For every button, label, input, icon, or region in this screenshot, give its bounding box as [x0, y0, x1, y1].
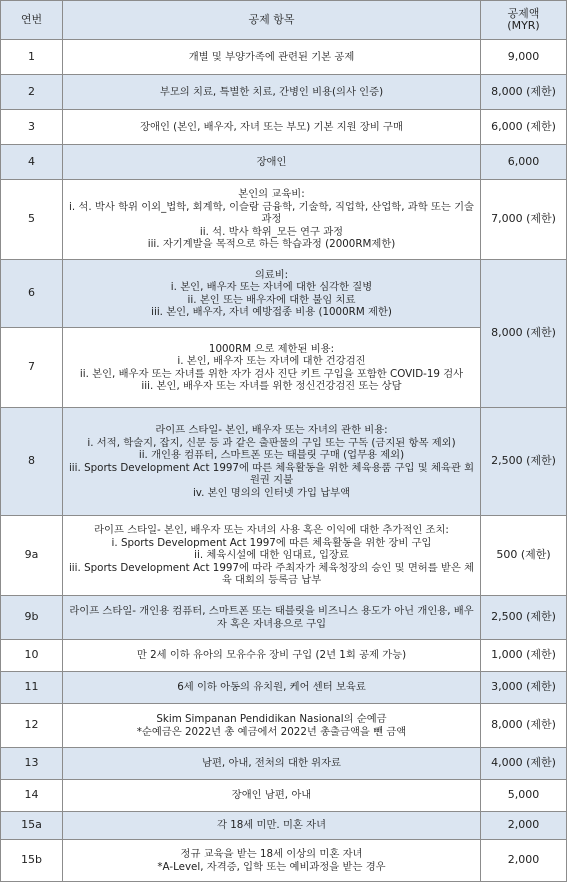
item-line: 개별 및 부양가족에 관련된 기본 공제: [188, 50, 355, 63]
row-number: 14: [1, 780, 63, 812]
header-row: [1, 1, 567, 40]
item-line: 라이프 스타일- 개인용 컴퓨터, 스마트폰 또는 태블릿을 비즈니스 용도가 아닌 개인용, 배우자 혹은 자녀용으로 구입: [69, 605, 474, 630]
item-line: ii. 본인, 배우자 또는 자녀를 위한 자가 검사 진단 키트 구입을 포함한 COVID-19 검사: [79, 367, 464, 380]
row-item: [63, 40, 481, 75]
row-amount: 8,000 (제한): [481, 75, 567, 110]
row-amount: 500 (제한): [481, 516, 567, 596]
row-number: 10: [1, 640, 63, 672]
item-line: 장애인 남편, 아내: [231, 789, 312, 802]
row-item: [63, 516, 481, 596]
item-line: 부모의 치료, 특별한 치료, 간병인 비용(의사 인증): [159, 85, 384, 98]
item-line: 라이프 스타일- 본인, 배우자 또는 자녀의 관한 비용:: [155, 424, 388, 436]
row-item: [63, 672, 481, 704]
item-line: 각 18세 미만. 미혼 자녀: [216, 819, 327, 832]
table-row: [1, 596, 567, 640]
item-line: i. 석. 박사 학위 이외_법학, 회계학, 이슬람 금융학, 기술학, 직업학, 산업학, 과학 또는 기술 과정: [69, 200, 474, 226]
item-line: iii. 자기계발을 목적으로 하는 학습과정 (2000RM제한): [147, 238, 396, 251]
row-amount: 2,500 (제한): [481, 408, 567, 516]
header-amount-line2: (MYR): [507, 19, 540, 32]
item-line: 장애인: [256, 155, 287, 168]
table-row: [1, 672, 567, 704]
item-line: 의료비:: [254, 268, 289, 281]
row-item: [63, 328, 481, 408]
row-item: [63, 110, 481, 145]
table-row: [1, 640, 567, 672]
table-row: [1, 780, 567, 812]
header-item: 공제 항목: [63, 1, 481, 40]
header-no: 연번: [1, 1, 63, 40]
item-line: 만 2세 이하 유아의 모유수유 장비 구입 (2년 1회 공제 가능): [136, 649, 407, 662]
item-line: 장애인 (본인, 배우자, 자녀 또는 부모) 기본 지원 장비 구매: [140, 120, 403, 133]
row-number: 13: [1, 748, 63, 780]
item-line: ii. 체육시설에 대한 임대료, 입장료: [194, 549, 349, 562]
row-item: [63, 780, 481, 812]
row-item: [63, 180, 481, 260]
row-amount: 2,500 (제한): [481, 596, 567, 640]
table-row: [1, 180, 567, 260]
item-line: 6세 이하 아동의 유치원, 케어 센터 보육료: [177, 681, 366, 694]
header-amount: [481, 1, 567, 40]
row-item: [63, 145, 481, 180]
item-line: ii. 석. 박사 학위_모든 연구 과정: [199, 225, 344, 238]
row-number: 7: [1, 328, 63, 408]
row-item: [63, 840, 481, 882]
row-number: 15b: [1, 840, 63, 882]
item-line: iii. 본인, 배우자 또는 자녀를 위한 정신건강검진 또는 상담: [141, 380, 402, 392]
row-amount: 9,000: [481, 40, 567, 75]
item-line: 1000RM 으로 제한된 비용:: [208, 342, 335, 355]
row-amount: 8,000 (제한): [481, 704, 567, 748]
row-number: 4: [1, 145, 63, 180]
table-row: [1, 260, 567, 328]
row-item: [63, 812, 481, 840]
row-amount: 2,000: [481, 840, 567, 882]
row-item: [63, 640, 481, 672]
row-number: 15a: [1, 812, 63, 840]
item-line: *A-Level, 자격증, 입학 또는 예비과정을 받는 경우: [157, 860, 386, 873]
table-row: [1, 40, 567, 75]
table-row: [1, 812, 567, 840]
item-line: iii. Sports Development Act 1997에 따라 주최자가 체육청장의 승인 및 면허를 받은 체육 대회의 등록금 납부: [68, 561, 475, 587]
row-amount: 5,000: [481, 780, 567, 812]
row-number: 8: [1, 408, 63, 516]
table-row: [1, 145, 567, 180]
row-amount: 2,000: [481, 812, 567, 840]
table-row: [1, 516, 567, 596]
row-number: 9b: [1, 596, 63, 640]
item-line: iii. Sports Development Act 1997에 따른 체육활동을 위한 체육용품 구입 및 체육관 회원권 지불: [68, 461, 475, 486]
item-line: ii. 본인 또는 배우자에 대한 불임 치료: [187, 293, 356, 306]
row-amount: 1,000 (제한): [481, 640, 567, 672]
item-line: 본인의 교육비:: [238, 188, 305, 201]
row-item: [63, 748, 481, 780]
row-number: 12: [1, 704, 63, 748]
table-row: [1, 840, 567, 882]
item-line: ii. 개인용 컴퓨터, 스마트폰 또는 태블릿 구매 (업무용 제외): [138, 449, 405, 461]
table-row: [1, 110, 567, 145]
item-line: *순예금은 2022년 총 예금에서 2022년 총출금액을 뺀 금액: [136, 725, 407, 738]
row-item: [63, 408, 481, 516]
row-amount: 6,000: [481, 145, 567, 180]
table-row: [1, 748, 567, 780]
row-item: [63, 260, 481, 328]
row-amount-merged: 8,000 (제한): [481, 260, 567, 408]
item-line: 남편, 아내, 전처의 대한 위자료: [202, 757, 341, 770]
item-line: i. Sports Development Act 1997에 따른 체육활동을 위한 장비 구입: [111, 536, 432, 549]
item-line: 정규 교육을 받는 18세 이상의 미혼 자녀: [180, 848, 363, 860]
row-amount: 4,000 (제한): [481, 748, 567, 780]
row-item: [63, 596, 481, 640]
table-row: [1, 704, 567, 748]
row-item: [63, 704, 481, 748]
item-line: 라이프 스타일- 본인, 배우자 또는 자녀의 사용 혹은 이익에 대한 추가적인 조치:: [94, 524, 449, 537]
header-amount-line1: 공제액: [507, 6, 540, 20]
item-line: i. 서적, 학술지, 잡지, 신문 등 과 같은 출판물의 구입 또는 구독 (금지된 항목 제외): [87, 436, 456, 449]
item-line: i. 본인, 배우자 또는 자녀에 대한 건강검진: [177, 355, 366, 367]
row-number: 1: [1, 40, 63, 75]
row-amount: 3,000 (제한): [481, 672, 567, 704]
row-number: 11: [1, 672, 63, 704]
row-number: 5: [1, 180, 63, 260]
item-line: iv. 본인 명의의 인터넷 가입 납부액: [192, 486, 351, 499]
item-line: Skim Simpanan Pendidikan Nasional의 순예금: [156, 713, 387, 725]
row-item: [63, 75, 481, 110]
row-number: 2: [1, 75, 63, 110]
table-row: [1, 408, 567, 516]
item-line: i. 본인, 배우자 또는 자녀에 대한 심각한 질병: [170, 281, 373, 293]
row-number: 3: [1, 110, 63, 145]
row-number: 9a: [1, 516, 63, 596]
item-line: iii. 본인, 배우자, 자녀 예방접종 비용 (1000RM 제한): [151, 306, 392, 318]
row-amount: 6,000 (제한): [481, 110, 567, 145]
row-number: 6: [1, 260, 63, 328]
table-row: [1, 75, 567, 110]
row-amount: 7,000 (제한): [481, 180, 567, 260]
